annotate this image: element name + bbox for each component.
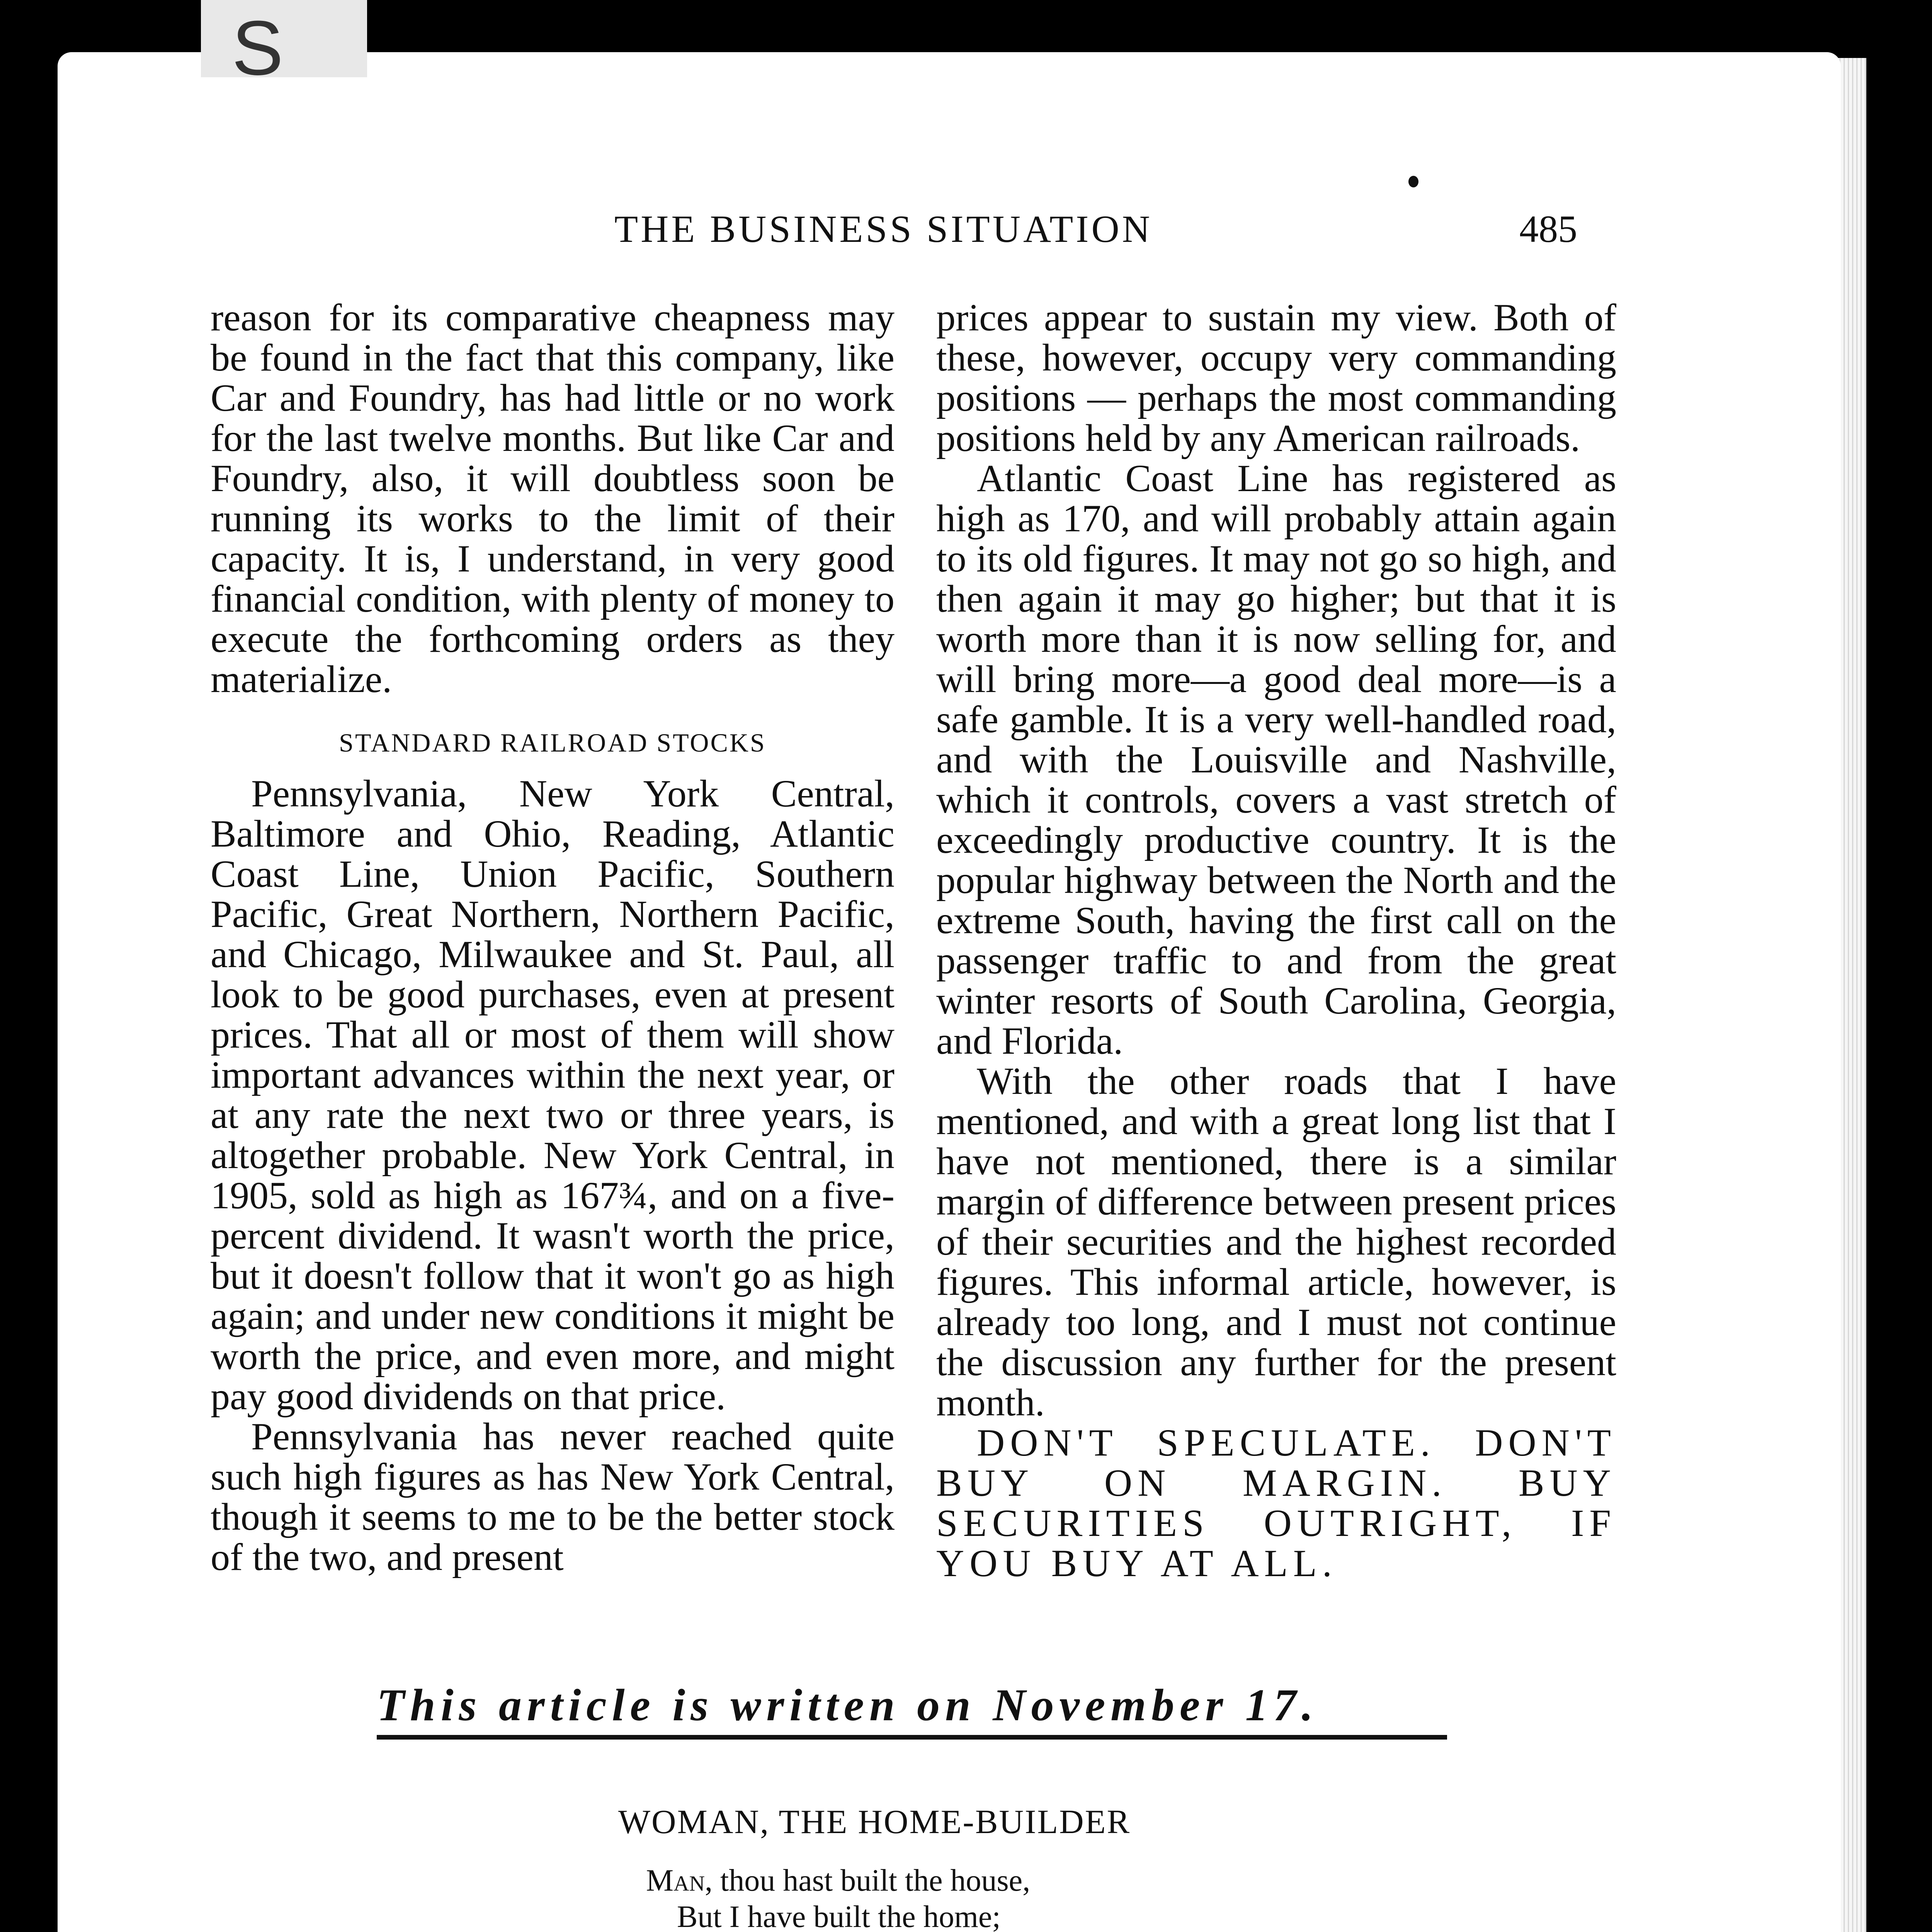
poem-first-word: Man [646, 1864, 705, 1898]
running-title: THE BUSINESS SITUATION [614, 207, 1153, 250]
paragraph: reason for its comparative cheapness may be found in the fact that this company, like Car and Foundry, has had little or no work for the last twelve months. But like Car and Foundry, also, it will doubtless soon be running its works to the limit of their capacity. It is, I understand, in very good financial condition, with plenty of money to execute the forthcoming orders as they materialize. [211, 296, 895, 701]
poem-line-text: , thou hast built the house, [705, 1864, 1031, 1898]
paragraph: Atlantic Coast Line has registered as high as 170, and will probably attain again to its old figures. It may not go so high, and then again it may go higher; but that it is worth more than it is now selling for, and will bring more—a good deal more—is a safe gamble. It is a very well-handled road, and with the Louisville and Nashville, which it controls, covers a vast stretch of exceedingly productive country. It is the popular highway between the North and the extreme South, having the first call on the passenger traffic to and from the great winter resorts of South Carolina, Georgia, and Florida. [936, 457, 1616, 1062]
poem-line: But I have built the home; [677, 1900, 1001, 1932]
section-subheading: STANDARD RAILROAD STOCKS [339, 728, 766, 757]
ink-dot [1408, 176, 1418, 187]
date-note: This article is written on November 17. [377, 1680, 1319, 1730]
paragraph: prices appear to sustain my view. Both of these, however, occupy very commanding positions — perhaps the most commanding positions held by any American railroads. [936, 296, 1616, 459]
right-column [936, 298, 1616, 1583]
index-tab-top-label: S [232, 5, 284, 91]
date-note-underline [377, 1735, 1447, 1740]
closing-advice: DON'T SPECULATE. DON'T BUY ON MARGIN. BUY SECURITIES OUTRIGHT, IF YOU BUY AT ALL. [936, 1421, 1616, 1585]
paragraph: Pennsylvania, New York Central, Baltimore and Ohio, Reading, Atlantic Coast Line, Union Pacific, Southern Pacific, Great Northern, Northern Pacific, and Chicago, Milwaukee and St. Paul, all look to be good purchases, even at present prices. That all or most of them will show important advances within the next year, or at any rate the next two or three years, is altogether probable. New York Central, in 1905, sold as high as 167¾, and on a five-percent dividend. It wasn't worth the price, but it doesn't follow that it won't go as high again; and under new conditions it might be worth the price, and even more, and might pay good dividends on that price. [211, 772, 895, 1418]
poem-title: WOMAN, THE HOME-BUILDER [618, 1803, 1131, 1841]
poem-body [646, 1862, 1147, 1932]
index-tab-top [201, 0, 367, 91]
paragraph: Pennsylvania has never reached quite such high figures as has New York Central, though it seems to me to be the better stock of the two, and present [211, 1415, 895, 1578]
paragraph: With the other roads that I have mentioned, and with a great long list that I have not mentioned, there is a similar margin of difference between present prices of their securities and the highest recorded figures. This informal article, however, is already too long, and I must not continue the discussion any further for the present month. [936, 1060, 1616, 1424]
poem-line [646, 1862, 1147, 1899]
page-number: 485 [1519, 207, 1577, 250]
left-column [211, 298, 895, 1577]
